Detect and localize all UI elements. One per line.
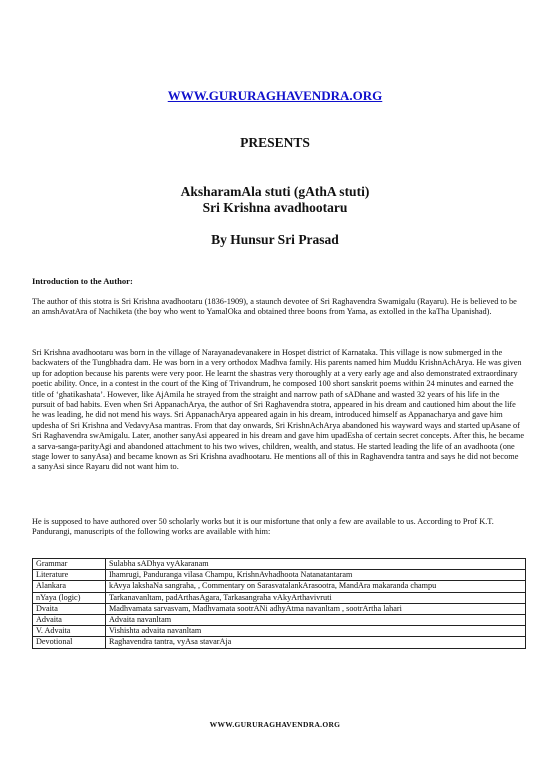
presents-heading: PRESENTS [240,135,310,150]
table-row [33,592,526,603]
work-category: Devotional [33,637,106,648]
work-titles: kAvya lakshaNa sangraha, , Commentary on SarasvatalankArasootra, MandAra makaranda champu [106,581,526,592]
work-category: Alankara [33,581,106,592]
byline: By Hunsur Sri Prasad [211,232,339,247]
table-row [33,614,526,625]
work-titles: Raghavendra tantra, vyAsa stavarAja [106,637,526,648]
work-category: Dvaita [33,603,106,614]
table-row [33,637,526,648]
work-category: V. Advaita [33,626,106,637]
table-row [33,626,526,637]
work-category: nYaya (logic) [33,592,106,603]
works-table [32,558,526,649]
footer-site-text: WWW.GURURAGHAVENDRA.ORG [209,720,341,729]
work-titles: Vishishta advaita navanltam [106,626,526,637]
work-titles: Ihamrugi, Panduranga vilasa Champu, KrishnAvhadhoota Natanatantaram [106,570,526,581]
intro-paragraph-1: The author of this stotra is Sri Krishna avadhootaru (1836-1909), a staunch devotee of Sri Raghavendra Swamigalu (Rayaru). He is believed to be an amshAvatAra of Nachiketa (the boy who went to YamalOka and obtained three boons from Yama, as extolled in the kaTha Upanishad). [32,297,517,317]
table-row [33,581,526,592]
table-row [33,603,526,614]
work-titles: Advaita navanltam [106,614,526,625]
author-name-title: Sri Krishna avadhootaru [202,200,348,215]
intro-paragraph-2: Sri Krishna avadhootaru was born in the village of Narayanadevanakere in Hospet district of Karnataka. This village is now submerged in the backwaters of the Tungbhadra dam. He was born in a very orthodox Madhva family. His parents named him Muddu KrishnAchArya. He was given up for adoption because his parents were very poor. He learnt the shastras very thoroughly at a very early age and also demonstrated extraordinary poetic ability. Once, in a contest in the court of the King of Trivandrum, he composed 100 short sanskrit poems within 24 minutes and earned the title of ‘ghatikashata’. However, like AjAmila he strayed from the straight and narrow path of sADhane and wasted 32 years of his life in the pursuit of bad habits. Even when Sri AppanachArya, the author of Sri Raghavendra stotra, appeared in his dream and cautioned him about the life he was leading, he did not mend his ways. Sri AppanachArya appeared again in his dream, introduced himself as Appanacharya and gave him updesha of Sri Krishna and VedavyAsa mantras. From that day onwards, Sri KrishnAchArya abandoned his wayward ways and started upAsane of Sri Raghavendra swAmigalu. Later, another sanyAsi appeared in his dream and gave him upadEsha of certain secret concepts. After this, he became a sarva-sanga-parityAgi and abandoned attachment to his two wives, children, wealth, and status. He started leading the life of an avadhoota (one stage lower to sanyAsa) and became known as Sri Krishna avadhootaru. He mentions all of this in Raghavendra tantra and says he did not become a sanyAsi since Rayaru did not want him to. [32,348,525,472]
stuti-title: AksharamAla stuti (gAthA stuti) [180,184,370,199]
work-category: Grammar [33,559,106,570]
table-row [33,559,526,570]
website-link[interactable]: WWW.GURURAGHAVENDRA.ORG [167,88,383,103]
table-row [33,570,526,581]
work-titles: Sulabha sADhya vyAkaranam [106,559,526,570]
work-category: Advaita [33,614,106,625]
work-category: Literature [33,570,106,581]
intro-heading: Introduction to the Author: [32,276,133,286]
work-titles: Madhvamata sarvasvam, Madhvamata sootrANi adhyAtma navanltam , sootrArtha lahari [106,603,526,614]
work-titles: Tarkanavanltam, padArthasAgara, Tarkasangraha vAkyArthavivruti [106,592,526,603]
intro-paragraph-3: He is supposed to have authored over 50 scholarly works but it is our misfortune that only a few are available to us. According to Prof K.T. Pandurangi, manuscripts of the following works are available with him: [32,517,494,537]
